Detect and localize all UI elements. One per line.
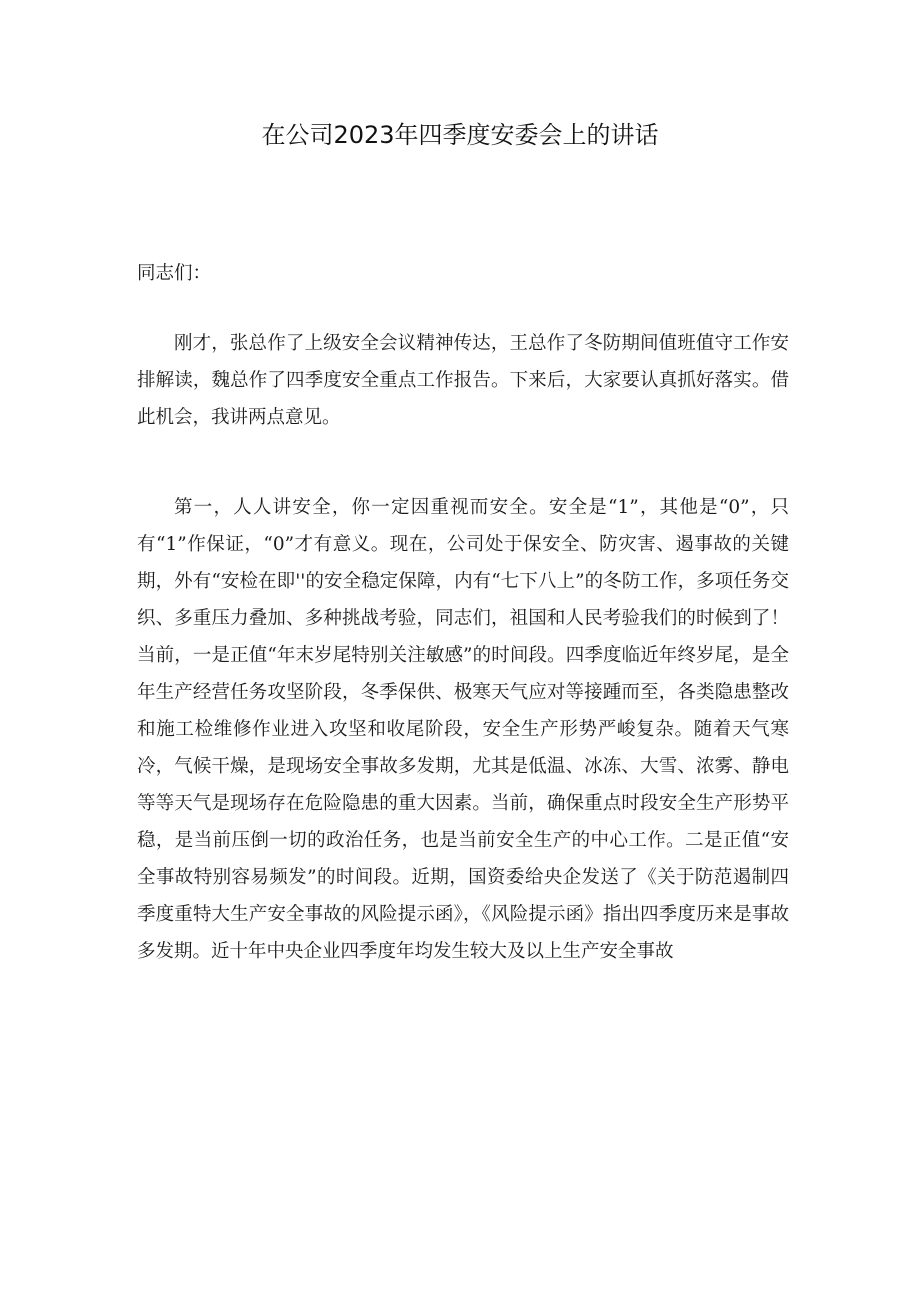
paragraph-opening: 刚才，张总作了上级安全会议精神传达，王总作了冬防期间值班值守工作安排解读，魏总作了四季度安全重点工作报告。下来后，大家要认真抓好落实。借此机会，我讲两点意见。 xyxy=(137,333,789,428)
salutation: 同志们： xyxy=(137,263,212,284)
document-title: 在公司2023年四季度安委会上的讲话 xyxy=(261,121,659,149)
paragraph-point-one: 第一，人人讲安全，你一定因重视而安全。安全是“1”，其他是“0”，只有“1”作保证，“0”才有意义。现在，公司处于保安全、防灾害、遏事故的关键期，外有“安检在即''的安全稳定保障，内有“七下八上”的冬防工作，多项任务交织、多重压力叠加、多种挑战考验，同志们，祖国和人民考验我们的时候到了！当前，一是正值“年末岁尾特别关注敏感”的时间段。四季度临近年终岁尾，是全年生产经营任务攻坚阶段，冬季保供、极寒天气应对等接踵而至，各类隐患整改和施工检维修作业进入攻坚和收尾阶段，安全生产形势严峻复杂。随着天气寒冷，气候干燥，是现场安全事故多发期，尤其是低温、冰冻、大雪、浓雾、静电等等天气是现场存在危险隐患的重大因素。当前，确保重点时段安全生产形势平稳，是当前压倒一切的政治任务，也是当前安全生产的中心工作。二是正值“安全事故特别容易频发”的时间段。近期，国资委给央企发送了《关于防范遏制四季度重特大生产安全事故的风险提示函》，《风险提示函》指出四季度历来是事故多发期。近十年中央企业四季度年均发生较大及以上生产安全事故 xyxy=(137,497,789,962)
